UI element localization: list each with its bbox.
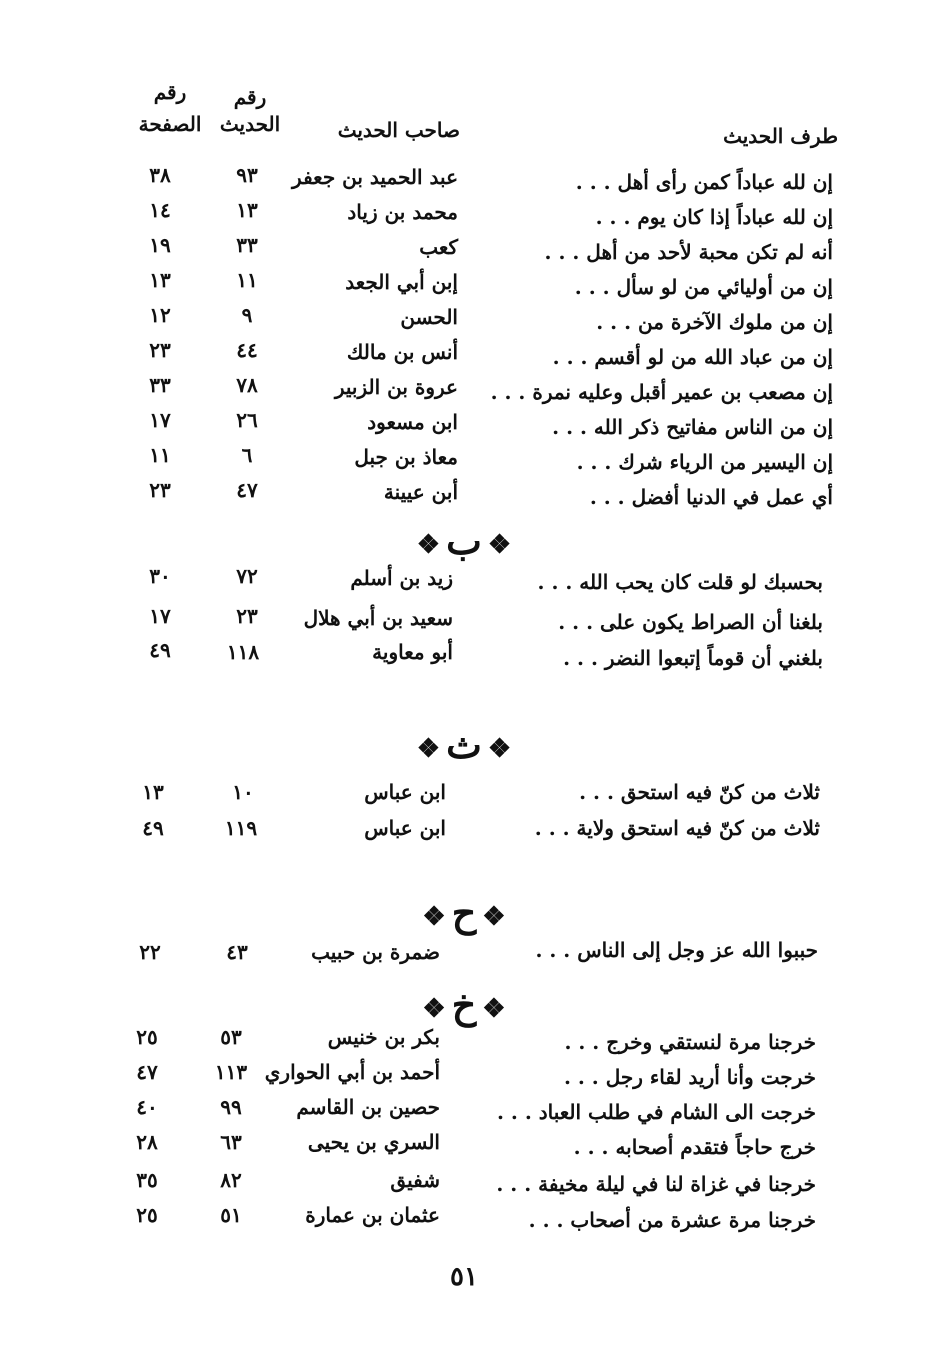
hadith-text: أنه لم تكن محبة لأحد من أهل . . . [544, 240, 833, 264]
narrator: سعيد بن أبي هلال [303, 606, 453, 630]
hadith-text: إن من عباد الله من لو أقسم . . . [552, 345, 833, 369]
page-number: ٢٣ [149, 478, 171, 502]
hadith-number: ٤٤ [236, 338, 258, 362]
page-number: ٣٨ [149, 163, 171, 187]
narrator: أبن عيينة [383, 480, 458, 504]
hadith-text: إن مصعب بن عمير أقبل وعليه نمرة . . . [490, 380, 833, 404]
narrator: شفيق [390, 1168, 440, 1192]
narrator: الحسن [400, 305, 458, 329]
page-number: ٣٣ [149, 373, 171, 397]
hadith-text: خرجت الى الشام في طلب العباد . . . [496, 1100, 816, 1124]
page-number: ١٣ [149, 268, 171, 292]
hadith-number: ٧٨ [236, 373, 258, 397]
hadith-number: ٦٣ [220, 1130, 242, 1154]
ornament-icon: ❖ [422, 993, 446, 1024]
narrator: عروة بن الزبير [334, 375, 458, 399]
page-number: ٣٠ [149, 564, 171, 588]
page-footer-number: ٥١ [450, 1262, 478, 1292]
hadith-number: ١١٨ [226, 640, 260, 664]
page-number: ١٩ [149, 233, 171, 257]
ornament-icon: ❖ [422, 901, 446, 932]
hadith-text: إن من أوليائي من لو سأل . . . [574, 275, 833, 299]
hadith-number: ٧٢ [236, 564, 258, 588]
hadith-start-header: طرف الحديث [723, 124, 838, 148]
ornament-icon: ❖ [487, 733, 512, 764]
hadith-number: ٣٣ [236, 233, 258, 257]
hadith-number-header-top: رقم [233, 85, 267, 109]
page-number: ١٣ [142, 780, 164, 804]
ornament-icon: ❖ [482, 993, 506, 1024]
page-number-header-top: رقم [153, 80, 187, 104]
hadith-text: إن من الناس مفاتيح ذكر الله . . . [552, 415, 833, 439]
narrator: أنس بن مالك [346, 340, 458, 364]
narrator: أبو معاوية [372, 640, 453, 664]
section-heading-tha [0, 722, 928, 767]
hadith-text: ثلاث من كنّ فيه استحق . . . [579, 780, 820, 804]
page-number: ٤٠ [136, 1095, 158, 1119]
narrator: معاذ بن جبل [354, 445, 458, 469]
page-number: ٤٧ [136, 1060, 158, 1084]
hadith-text: إن من ملوك الآخرة من . . . [596, 310, 833, 334]
narrator: عبد الحميد بن جعفر [292, 165, 458, 189]
page-number: ٢٣ [149, 338, 171, 362]
hadith-text: إن لله عباداً كمن رأى أهل . . . [575, 170, 833, 194]
page-number: ٢٨ [136, 1130, 158, 1154]
page-number: ١٢ [149, 303, 171, 327]
page-number-header-bottom: الصفحة [138, 112, 202, 136]
hadith-number: ١١٩ [224, 816, 258, 840]
narrator: محمد بن زياد [347, 200, 458, 224]
hadith-text: خرج حاجاً فتقدم أصحابه . . . [573, 1135, 816, 1159]
hadith-text: إن لله عباداً إذا كان يوم . . . [595, 205, 833, 229]
page-number: ١٧ [149, 604, 171, 628]
narrator: ابن عباس [364, 816, 446, 840]
page-number: ١١ [149, 443, 171, 467]
page-number: ٣٥ [136, 1168, 158, 1192]
hadith-number: ٤٣ [226, 940, 248, 964]
hadith-text: بلغنا أن الصراط يكون على . . . [558, 610, 823, 634]
ornament-icon: ❖ [482, 901, 506, 932]
narrator: إبن أبي الجعد [345, 270, 458, 294]
narrator: عثمان بن عمارة [305, 1203, 440, 1227]
page-number: ١٧ [149, 408, 171, 432]
hadith-number: ٨٢ [220, 1168, 242, 1192]
hadith-text: إن اليسير من الرياء شرك . . . [576, 450, 833, 474]
hadith-number: ٢٣ [236, 604, 258, 628]
narrator: زيد بن أسلم [350, 566, 453, 590]
narrator: ابن عباس [364, 780, 446, 804]
hadith-number: ٩٩ [220, 1095, 242, 1119]
narrator: ضمرة بن حبيب [311, 940, 440, 964]
page-number: ٢٢ [139, 940, 161, 964]
hadith-number: ١٣ [236, 198, 258, 222]
narrator: أحمد بن أبي الحواري [264, 1060, 440, 1084]
hadith-text: أي عمل في الدنيا أفضل . . . [589, 485, 833, 509]
narrator: ابن مسعود [367, 410, 458, 434]
hadith-text: حببوا الله عز وجل إلى الناس . . . [535, 938, 818, 962]
hadith-number: ٩ [241, 303, 253, 327]
section-letter: ث [446, 722, 482, 767]
section-heading-ha [0, 890, 928, 935]
hadith-text: بحسبك لو قلت كان يحب الله . . . [537, 570, 823, 594]
hadith-text: خرجنا في غزاة لنا في ليلة مخيفة . . . [496, 1172, 816, 1196]
page-number: ٢٥ [136, 1203, 158, 1227]
narrator: حصين بن القاسم [296, 1095, 440, 1119]
ornament-icon: ❖ [487, 529, 512, 560]
hadith-number: ٥١ [220, 1203, 242, 1227]
page-number: ٤٩ [149, 638, 171, 662]
hadith-number: ١١٣ [214, 1060, 248, 1084]
page-number: ٢٥ [136, 1025, 158, 1049]
page-number: ٤٩ [142, 816, 164, 840]
hadith-number: ١١ [236, 268, 258, 292]
narrator: السري بن يحيى [307, 1130, 440, 1154]
hadith-number: ٩٣ [236, 163, 258, 187]
section-heading-ba [0, 518, 928, 563]
narrator: بكر بن خنيس [327, 1025, 440, 1049]
ornament-icon: ❖ [416, 529, 441, 560]
hadith-number: ٦ [241, 443, 253, 467]
hadith-text: بلغني أن قوماً إتبعوا النضر . . . [563, 646, 823, 670]
section-heading-kha [0, 982, 928, 1027]
section-letter: ب [446, 518, 482, 563]
section-letter: ح [451, 890, 477, 935]
hadith-number: ٢٦ [236, 408, 258, 432]
hadith-number-header-bottom: الحديث [219, 112, 281, 136]
hadith-text: خرجت وأنا أريد لقاء رجل . . . [563, 1065, 816, 1089]
narrator: كعب [419, 235, 458, 259]
hadith-number: ٤٧ [236, 478, 258, 502]
page-number: ١٤ [149, 198, 171, 222]
hadith-text: خرجنا مرة عشرة من أصحاب . . . [528, 1208, 816, 1232]
hadith-number: ١٠ [232, 780, 254, 804]
section-letter: خ [451, 982, 477, 1027]
hadith-text: خرجنا مرة لنستقي وخرج . . . [564, 1030, 816, 1054]
narrator-header: صاحب الحديث [337, 118, 460, 142]
hadith-text: ثلاث من كنّ فيه استحق ولاية . . . [534, 816, 820, 840]
ornament-icon: ❖ [416, 733, 441, 764]
hadith-number: ٥٣ [220, 1025, 242, 1049]
